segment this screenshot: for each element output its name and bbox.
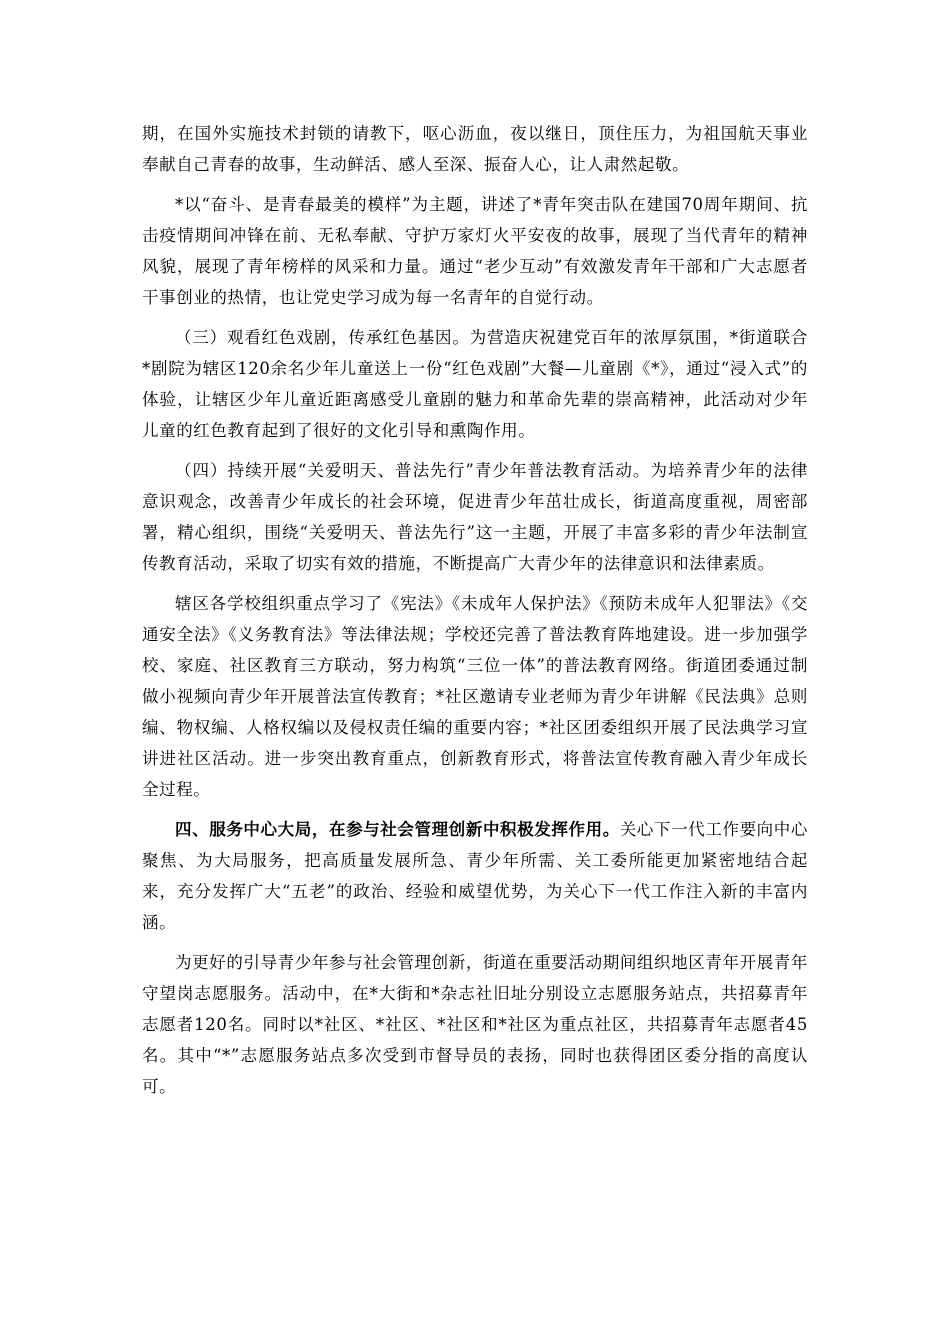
document-page: [142, 118, 808, 1111]
paragraph-7: 为更好的引导青少年参与社会管理创新，街道在重要活动期间组织地区青年开展青年守望岗志愿服务。活动中，在*大街和*杂志社旧址分别设立志愿服务站点，共招募青年志愿者120名。同时以*社区、*社区、*社区和*社区为重点社区，共招募青年志愿者45名。其中“*”志愿服务站点多次受到市督导员的表扬，同时也获得团区委分指的高度认可。: [142, 953, 808, 1096]
paragraph-1: 期，在国外实施技术封锁的请教下，呕心沥血，夜以继日，顶住压力，为祖国航天事业奉献自己青春的故事，生动鲜活、感人至深、振奋人心，让人肃然起敬。: [142, 124, 808, 174]
paragraph-6: [142, 814, 808, 938]
section-heading: 四、服务中心大局，在参与社会管理创新中积极发挥作用。: [175, 820, 620, 839]
paragraph-4: （四）持续开展“关爱明天、普法先行”青少年普法教育活动。为培养青少年的法律意识观念，改善青少年成长的社会环境，促进青少年茁壮成长，街道高度重视，周密部署，精心组织，围绕“关爱明天、普法先行”这一主题，开展了丰富多彩的青少年法制宣传教育活动，采取了切实有效的措施，不断提高广大青少年的法律意识和法律素质。: [142, 461, 808, 573]
paragraph-3: （三）观看红色戏剧，传承红色基因。为营造庆祝建党百年的浓厚氛围，*街道联合*剧院为辖区120余名少年儿童送上一份“红色戏剧”大餐—儿童剧《*》，通过“浸入式”的体验，让辖区少年儿童近距离感受儿童剧的魅力和革命先辈的崇高精神，此活动对少年儿童的红色教育起到了很好的文化引导和熏陶作用。: [142, 328, 808, 440]
paragraph-6-body: 关心下一代工作要向中心聚焦、为大局服务，把高质量发展所急、青少年所需、关工委所能更加紧密地结合起来，充分发挥广大“五老”的政治、经验和威望优势，为关心下一代工作注入新的丰富内涵。: [142, 820, 808, 932]
paragraph-5: 辖区各学校组织重点学习了《宪法》《未成年人保护法》《预防未成年人犯罪法》《交通安全法》《义务教育法》等法律法规；学校还完善了普法教育阵地建设。进一步加强学校、家庭、社区教育三方联动，努力构筑“三位一体”的普法教育网络。街道团委通过制做小视频向青少年开展普法宣传教育；*社区邀请专业老师为青少年讲解《民法典》总则编、物权编、人格权编以及侵权责任编的重要内容；*社区团委组织开展了民法典学习宣讲进社区活动。进一步突出教育重点，创新教育形式，将普法宣传教育融入青少年成长全过程。: [142, 594, 808, 799]
paragraph-2: *以“奋斗、是青春最美的模样”为主题，讲述了*青年突击队在建国70周年期间、抗击疫情期间冲锋在前、无私奉献、守护万家灯火平安夜的故事，展现了当代青年的精神风貌，展现了青年榜样的风采和力量。通过“老少互动”有效激发青年干部和广大志愿者干事创业的热情，也让党史学习成为每一名青年的自觉行动。: [142, 195, 808, 307]
